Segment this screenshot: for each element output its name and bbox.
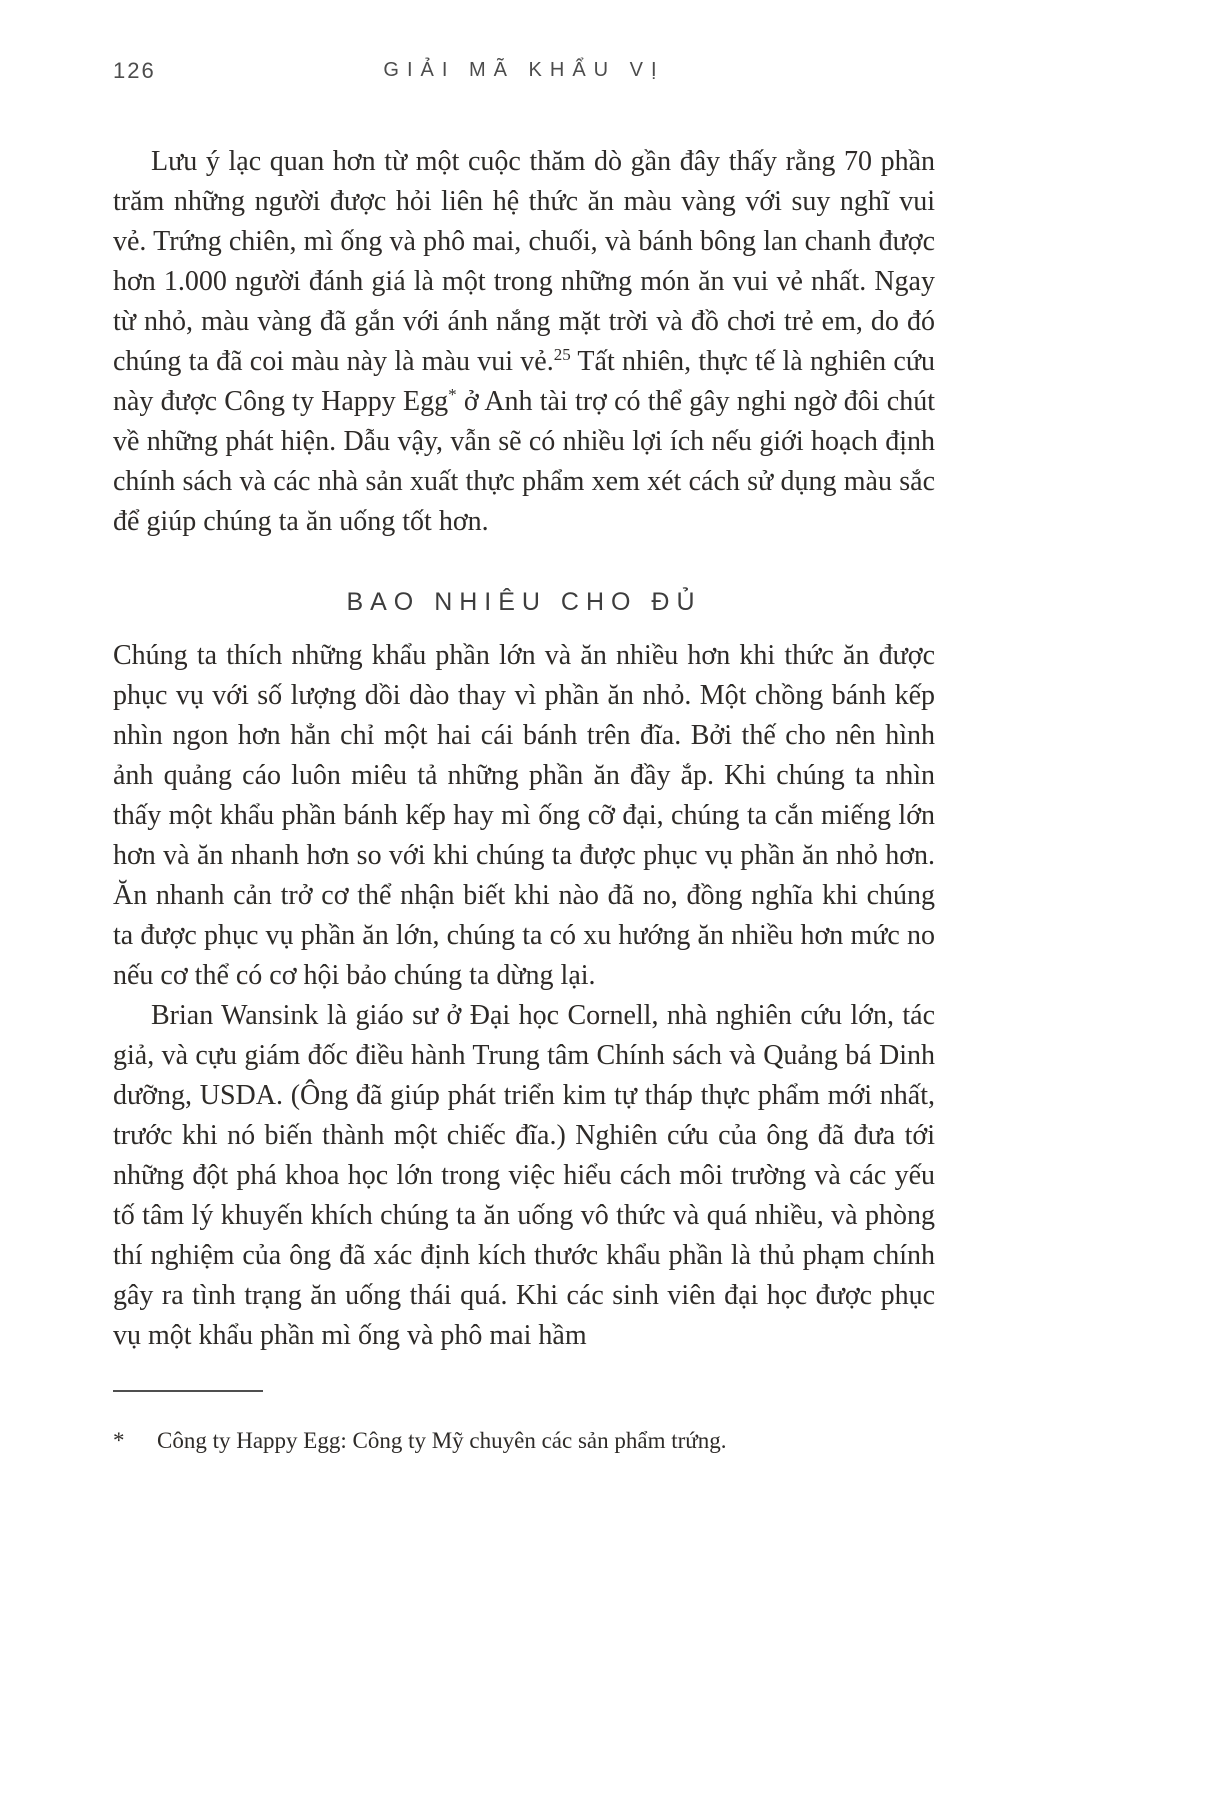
section-heading: BAO NHIÊU CHO ĐỦ xyxy=(346,588,702,616)
footnote-area xyxy=(113,1390,935,1456)
footnote-marker: * xyxy=(113,1428,125,1453)
footnote xyxy=(113,1426,935,1456)
footnote-text: Công ty Happy Egg: Công ty Mỹ chuyên các sản phẩm trứng. xyxy=(157,1428,727,1453)
running-title: GIẢI MÃ KHẨU VỊ xyxy=(383,59,665,81)
page-header xyxy=(113,58,935,86)
paragraph-portion-sizes: Chúng ta thích những khẩu phần lớn và ăn nhiều hơn khi thức ăn được phục vụ với số lượng dồi dào thay vì phần ăn nhỏ. Một chồng bánh kếp nhìn ngon hơn hẳn chỉ một hai cái bánh trên đĩa. Bởi thế cho nên hình ảnh quảng cáo luôn miêu tả những phần ăn đầy ắp. Khi chúng ta nhìn thấy một khẩu phần bánh kếp hay mì ống cỡ đại, chúng ta cắn miếng lớn hơn và ăn nhanh hơn so với khi chúng ta được phục vụ phần ăn nhỏ hơn. Ăn nhanh cản trở cơ thể nhận biết khi nào đã no, đồng nghĩa khi chúng ta được phục vụ phần ăn lớn, chúng ta có xu hướng ăn nhiều hơn mức no nếu cơ thể có cơ hội bảo chúng ta dừng lại. xyxy=(113,640,935,991)
footnote-divider xyxy=(113,1390,263,1392)
paragraph-yellow-food xyxy=(113,142,935,542)
paragraph-text: Lưu ý lạc quan hơn từ một cuộc thăm dò gần đây thấy rằng 70 phần trăm những người được hỏi liên hệ thức ăn màu vàng với suy nghĩ vui vẻ. Trứng chiên, mì ống và phô mai, chuối, và bánh bông lan chanh được hơn 1.000 người đánh giá là một trong những món ăn vui vẻ nhất. Ngay từ nhỏ, màu vàng đã gắn với ánh nắng mặt trời và đồ chơi trẻ em, do đó chúng ta đã coi màu này là màu vui vẻ. xyxy=(113,146,935,377)
endnote-reference-25: 25 xyxy=(553,345,571,364)
paragraph-brian-wansink: Brian Wansink là giáo sư ở Đại học Cornell, nhà nghiên cứu lớn, tác giả, và cựu giám đốc điều hành Trung tâm Chính sách và Quảng bá Dinh dưỡng, USDA. (Ông đã giúp phát triển kim tự tháp thực phẩm mới nhất, trước khi nó biến thành một chiếc đĩa.) Nghiên cứu của ông đã đưa tới những đột phá khoa học lớn trong việc hiểu cách môi trường và các yếu tố tâm lý khuyến khích chúng ta ăn uống vô thức và quá nhiều, và phòng thí nghiệm của ông đã xác định kích thước khẩu phần là thủ phạm chính gây ra tình trạng ăn uống thái quá. Khi các sinh viên đại học được phục vụ một khẩu phần mì ống và phô mai hầm xyxy=(113,1000,935,1351)
paragraph-text: Tất nhiên, thực tế là nghiên cứu này được Công ty Happy Egg xyxy=(113,346,935,417)
paragraph-text: ở Anh tài trợ có thể gây nghi ngờ đôi chút về những phát hiện. Dẫu vậy, vẫn sẽ có nhiều lợi ích nếu giới hoạch định chính sách và các nhà sản xuất thực phẩm xem xét cách sử dụng màu sắc để giúp chúng ta ăn uống tốt hơn. xyxy=(113,386,936,537)
page-number: 126 xyxy=(113,58,156,83)
page-body xyxy=(113,142,935,1356)
asterisk-footnote-reference: * xyxy=(448,385,457,404)
